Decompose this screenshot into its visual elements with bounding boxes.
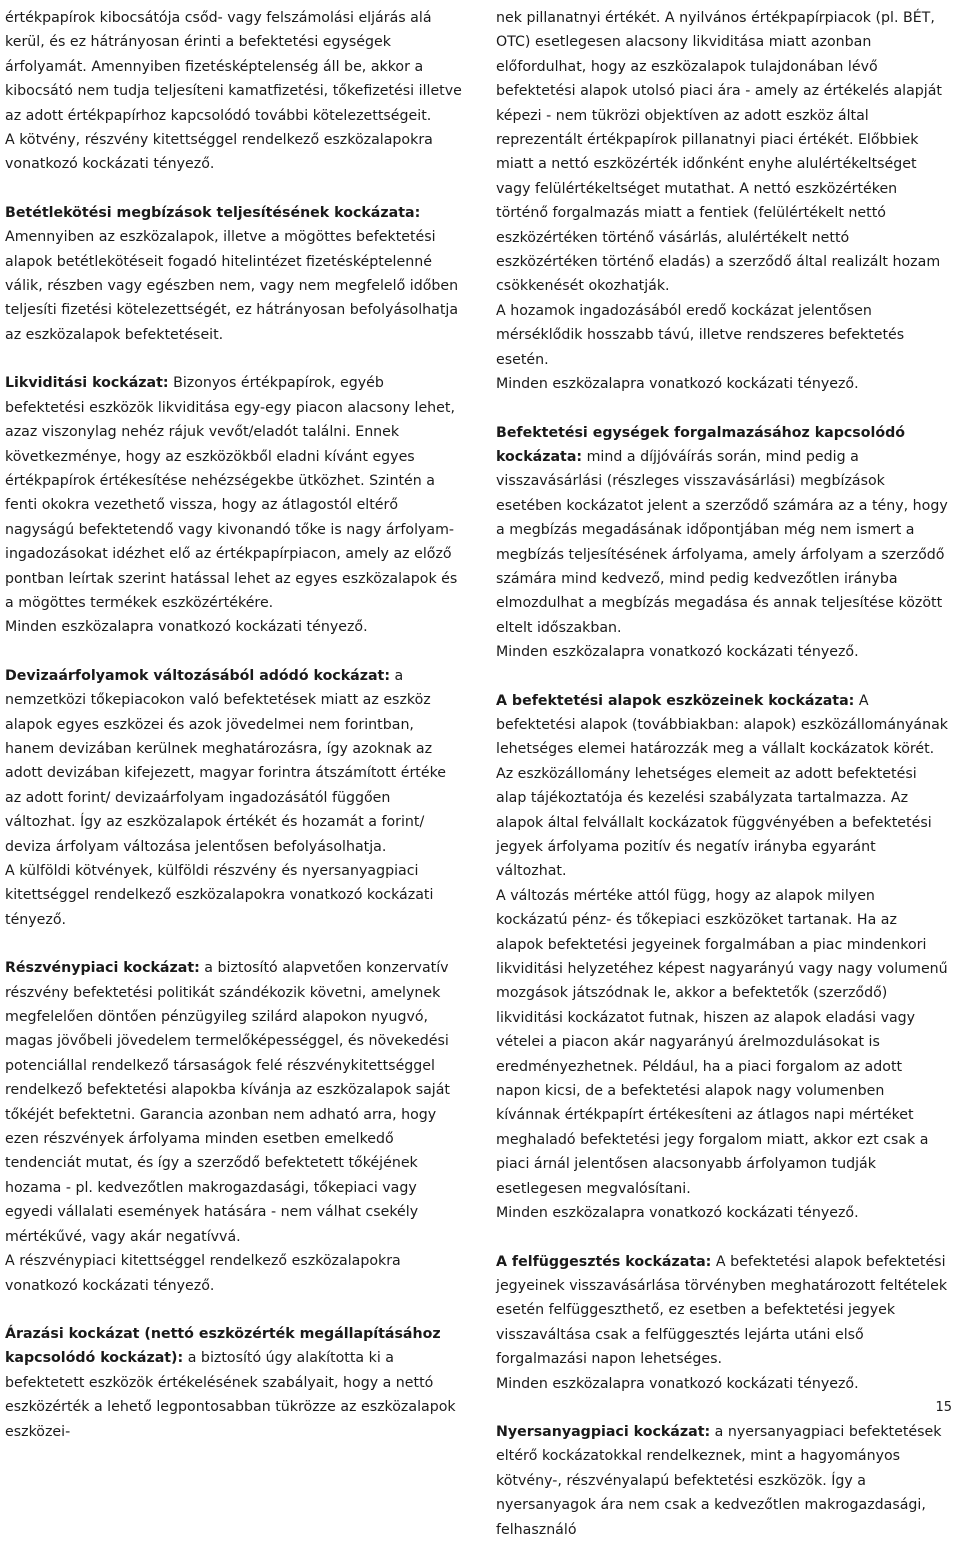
- paragraph-text: Nyersanyagpiaci kockázat: a nyersanyagpiaci befektetések eltérő kockázatokkal rendelkeznek, mint a hagyományos kötvény-, részvényalapú befektetési eszközök. Így a nyersanyagok ára nem csak a kedvezőtlen makrogazdasági, felhasználó: [496, 1423, 942, 1538]
- paragraph-text: Árazási kockázat (nettó eszközérték megállapításához kapcsolódó kockázat): a biztosító úgy alakította ki a befektetett eszközök értékelésének szabályait, hogy a nettó eszközérték a lehető legpontosabban tükrözze az eszközalapok eszközei-: [5, 1325, 456, 1440]
- paragraph-issuer-risk: [5, 6, 465, 177]
- paragraph-text: Amennyiben az eszközalapok, illetve a mögöttes befektetési alapok betétlekötéseit fogadó hitelintézet fizetésképtelenné válik, részben vagy egészben nem, vagy nem megfelelő időben teljesíti fizetési kötelezettségét, ez hátrányosan befolyásolhatja az eszközalapok befektetéseit.: [5, 229, 459, 343]
- paragraph-text: Minden eszközalapra vonatkozó kockázati tényező.: [496, 1205, 859, 1222]
- paragraph-equity-risk: [5, 956, 465, 1298]
- paragraph-text: értékpapírok kibocsátója csőd- vagy felszámolási eljárás alá kerül, és ez hátrányosan érinti a befektetési egységek árfolyamát. Amennyiben fizetésképtelenség áll be, akkor a kibocsátó nem tudja teljesíteni kamatfizetési, tőkefizetési illetve az adott értékpapírhoz kapcsolódó további kötelezettségeit.: [5, 10, 462, 124]
- paragraph-liquidity-risk: [5, 371, 465, 639]
- paragraph-text: Részvénypiaci kockázat: a biztosító alapvetően konzervatív részvény befektetési politikát szándékozik követni, amelynek megfelelően döntően pénzügyileg szilárd alapokon nyugvó, magas jövőbeli jövedelem termelőképességgel, és növekedési potenciállal rendelkező társaságok felé részvénykitettséggel rendelkező befektetési alapokba kívánja az eszközalapok saját tőkéjét befektetni. Garancia azonban nem adható arra, hogy ezen részvények árfolyama minden esetben emelkedő tendenciát mutat, és így a szerződő befektetett tőkéjének hozama - pl. kedvezőtlen makrogazdasági, tőkepiaci vagy egyedi vállalati események hatására - nem válhat csekély mértékűvé, vagy akár negatívvá.: [5, 960, 451, 1245]
- paragraph-heading: Betétlekötési megbízások teljesítésének kockázata:: [5, 204, 421, 221]
- paragraph-text: A hozamok ingadozásából eredő kockázat jelentősen mérséklődik hosszabb távú, illetve rendszeres befektetés esetén.: [496, 302, 905, 368]
- paragraph-text: A külföldi kötvények, külföldi részvény és nyersanyagpiaci kitettséggel rendelkező eszközalapokra vonatkozó kockázati tényező.: [5, 863, 434, 928]
- paragraph-heading: Nyersanyagpiaci kockázat:: [496, 1423, 711, 1440]
- paragraph-deposit-risk: [5, 201, 465, 347]
- right-column: [496, 6, 948, 1566]
- paragraph-heading: Befektetési egységek forgalmazásához kapcsolódó kockázata:: [496, 424, 906, 465]
- paragraph-heading: Részvénypiaci kockázat:: [5, 960, 200, 977]
- page-number: 15: [935, 1400, 952, 1415]
- paragraph-suspension-risk: [496, 1250, 948, 1396]
- paragraph-fx-risk: [5, 664, 465, 932]
- paragraph-fund-assets-risk: [496, 689, 948, 1226]
- paragraph-heading: Devizaárfolyamok változásából adódó kockázat:: [5, 667, 391, 684]
- paragraph-text: A felfüggesztés kockázata: A befektetési alapok befektetési jegyeinek visszavásárlása törvényben meghatározott feltételek esetén felfüggeszthető, ez esetben a befektetési jegyek visszaváltása csak a felfüggesztés lejárta utáni első forgalmazási napon lehetséges.: [496, 1253, 948, 1368]
- paragraph-text: Minden eszközalapra vonatkozó kockázati tényező.: [496, 644, 859, 661]
- paragraph-text: nek pillanatnyi értékét. A nyilvános értékpapírpiacok (pl. BÉT, OTC) esetlegesen alacsony likviditása miatt azonban előfordulhat, hogy az eszközalapok tulajdonában lévő befektetési alapok utolsó piaci ára - amely az értékelés alapját képezi - nem tükrözi objektíven az adott eszköz által reprezentált értékpapírok pillanatnyi piaci értékét. Előbbiek miatt a nettó eszközérték időnként enyhe alulértékeltséget vagy felülértékeltséget mutathat. A nettó eszközértéken történő forgalmazás miatt a fentiek (felülértékelt nettó eszközértéken történő vásárlás, alulértékelt nettó eszközértéken történő eladás) a szerződő által realizált hozam csökkenését okozhatják.: [496, 10, 942, 295]
- paragraph-heading: Árazási kockázat (nettó eszközérték megállapításához kapcsolódó kockázat):: [5, 1325, 441, 1367]
- paragraph-pricing-risk-continued: [496, 6, 948, 397]
- paragraph-distribution-risk: [496, 421, 948, 665]
- paragraph-heading: A felfüggesztés kockázata:: [496, 1253, 712, 1270]
- paragraph-text: Minden eszközalapra vonatkozó kockázati tényező.: [496, 1375, 859, 1392]
- paragraph-heading: Likviditási kockázat:: [5, 375, 169, 392]
- paragraph-pricing-risk: [5, 1322, 465, 1444]
- paragraph-heading: A befektetési alapok eszközeinek kockázata:: [496, 692, 855, 709]
- paragraph-text: A részvénypiaci kitettséggel rendelkező eszközalapokra vonatkozó kockázati tényező.: [5, 1253, 401, 1294]
- left-column: [5, 6, 465, 1468]
- paragraph-text: Befektetési egységek forgalmazásához kapcsolódó kockázata: mind a díjjóváírás során, mind pedig a visszavásárlási (részleges visszavásárlási) megbízások esetében kockázatot jelent a szerződő számára az a tény, hogy a megbízás megadásának időpontjában még nem ismert a megbízás teljesítésének árfolyama, amely árfolyam a szerződő számára mind kedvező, mind pedig kedvezőtlen irányba elmozdulhat a megbízás megadása és annak teljesítése között eltelt időszakban.: [496, 424, 948, 636]
- paragraph-text: Likviditási kockázat: Bizonyos értékpapírok, egyéb befektetési eszközök likviditása egy-egy piacon alacsony lehet, azaz viszonylag nehéz rájuk vevőt/eladót találni. Ennek következménye, hogy az eszközökből eladni kívánt egyes értékpapírok értékesítése nehézségekbe ütközhet. Szintén a fenti okokra vezethető vissza, hogy az átlagostól eltérő nagyságú befektetendő vagy kivonandó tőke is nagy árfolyam-ingadozásokat idézhet elő az értékpapírpiacon, amely az előző pontban leírtak szerint hatással lehet az egyes eszközalapok és a mögöttes termékek eszközértékére.: [5, 375, 458, 611]
- paragraph-text: A változás mértéke attól függ, hogy az alapok milyen kockázatú pénz- és tőkepiaci eszközöket tartanak. Ha az alapok befektetési jegyeinek forgalmában a piac mindenkori likviditási helyzetéhez képest nagyarányú vagy nagy volumenű mozgások játszódnak le, akkor a befektetők (szerződő) likviditási kockázatot futnak, hiszen az alapok eladási vagy vételei a piacon akár nagyarányú árelmozdulásokat is eredményezhetnek. Például, ha a piaci forgalom az adott napon kicsi, de a befektetési alapok nagy volumenben kívánnak értékpapírt értékesíteni az átlagos napi mértéket meghaladó befektetési jegy forgalom miatt, akkor ezt csak a piaci árnál jelentősen alacsonyabb árfolyamon tudják esetlegesen megvalósítani.: [496, 887, 948, 1197]
- paragraph-text: A kötvény, részvény kitettséggel rendelkező eszközalapokra vonatkozó kockázati tényező.: [5, 132, 433, 173]
- paragraph-text: Minden eszközalapra vonatkozó kockázati tényező.: [496, 376, 859, 393]
- paragraph-text: Devizaárfolyamok változásából adódó kockázat: a nemzetközi tőkepiacokon való befektetések miatt az eszköz alapok egyes eszközei és azok jövedelmei nem forintban, hanem devizában kerülnek meghatározásra, így azoknak az adott devizában kifejezett, magyar forintra átszámított értéke az adott forint/ devizaárfolyam ingadozásától függően változhat. Így az eszközalapok értékét és hozamát a forint/ deviza árfolyam változása jelentősen befolyásolhatja.: [5, 667, 447, 855]
- paragraph-text: Minden eszközalapra vonatkozó kockázati tényező.: [5, 619, 368, 636]
- paragraph-commodity-risk: [496, 1420, 948, 1542]
- paragraph-text: A befektetési alapok eszközeinek kockázata: A befektetési alapok (továbbiakban: alapok) eszközállományának lehetséges elemei határozzák meg a vállalt kockázatok körét. Az eszközállomány lehetséges elemeit az adott befektetési alap tájékoztatója és kezelési szabályzata tartalmazza. Az alapok által felvállalt kockázatok függvényében a befektetési jegyek árfolyama pozitív és negatív irányba egyaránt változhat.: [496, 692, 948, 880]
